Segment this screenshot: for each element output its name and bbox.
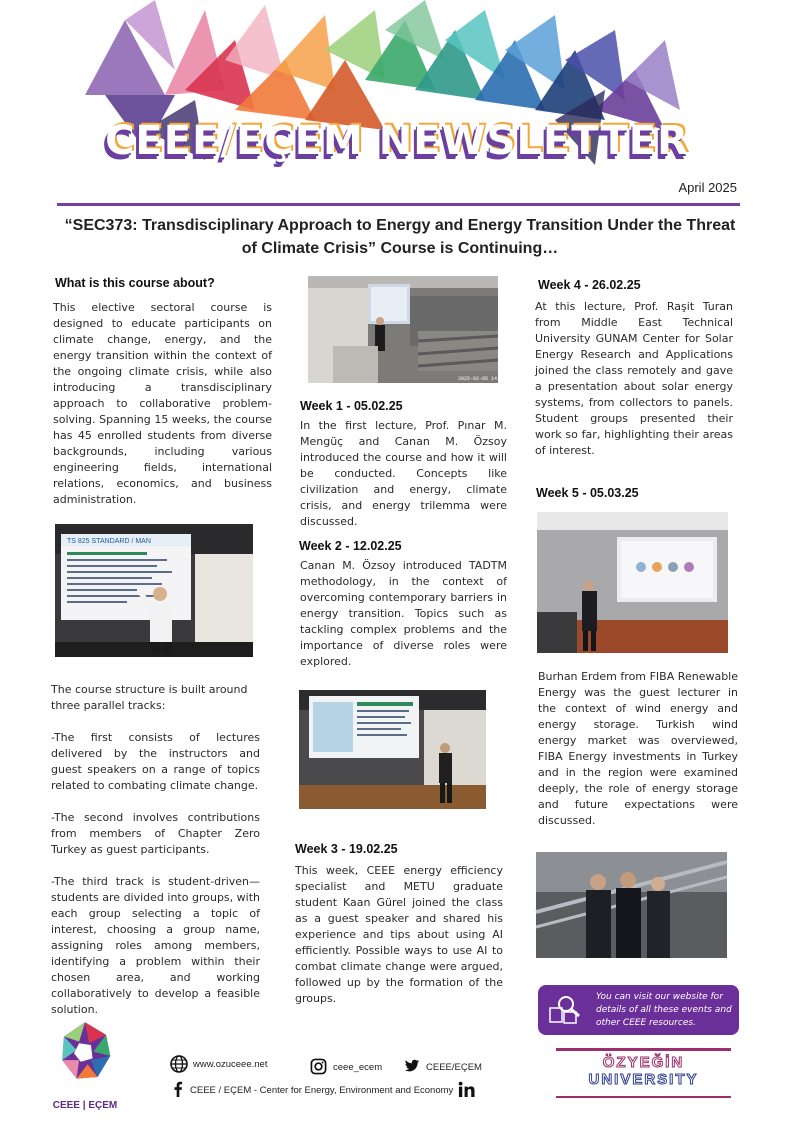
magnifier-documents-icon bbox=[548, 994, 582, 1026]
lecture-photo-slide bbox=[55, 524, 253, 657]
track-two-text: -The second involves contributions from members of Chapter Zero Turkey as guest participants. bbox=[51, 811, 260, 856]
footer-twitter-link[interactable] bbox=[403, 1058, 482, 1076]
week2-heading: Week 2 - 12.02.25 bbox=[299, 539, 402, 553]
week1-text: In the first lecture, Prof. Pınar M. Mengüç and Canan M. Özsoy introduced the course and how it will be conducted. Concepts like civilization and energy, climate crisis, and energy trilemma were discussed. bbox=[300, 419, 507, 528]
week3-text: This week, CEEE energy efficiency specialist and METU graduate student Kaan Gürel joined the class as a guest speaker and shared his experience and tips about using AI efficiently. Possible ways to use AI to combat climate change were argued, followed up by the formation of the groups. bbox=[295, 864, 503, 1005]
track-one-text: -The first consists of lectures delivered by the instructors and guest speakers on a range of topics related to combating climate change. bbox=[51, 731, 260, 792]
footer-website-link[interactable] bbox=[170, 1055, 267, 1073]
instagram-icon bbox=[310, 1058, 328, 1076]
university-name-line1: ÖZYEĞİN bbox=[602, 1054, 685, 1071]
footer-instagram-text: ceee_ecem bbox=[333, 1061, 383, 1073]
week2-text: Canan M. Özsoy introduced TADTM methodology, in the context of overcoming contemporary barriers in energy transition. Topics such as tackling complex problems and the importance of diverse roles were explored. bbox=[300, 559, 507, 668]
group-photo bbox=[536, 852, 727, 958]
footer-instagram-link[interactable] bbox=[310, 1058, 382, 1076]
week1-heading: Week 1 - 05.02.25 bbox=[300, 399, 403, 413]
issue-date: April 2025 bbox=[678, 180, 737, 195]
about-heading: What is this course about? bbox=[55, 276, 215, 290]
week5-heading: Week 5 - 05.03.25 bbox=[536, 486, 639, 500]
footer-website-text: www.ozuceee.net bbox=[193, 1058, 268, 1070]
week2-lecture-photo bbox=[299, 690, 486, 809]
ceee-logo-text: CEEE | EÇEM bbox=[52, 1100, 118, 1111]
header-divider bbox=[57, 203, 740, 206]
track-three-text: -The third track is student-driven—students are divided into groups, with each group selecting a topic of interest, choosing a group name, assigning roles among members, identifying a problem within their chosen area, and working collaboratively to develop a feasible solution. bbox=[51, 875, 260, 1016]
slide-title-text: TS 825 STANDARD / MAN bbox=[67, 538, 151, 545]
newsletter-title: CEEE/EÇEM NEWSLETTER bbox=[105, 118, 689, 164]
week3-heading: Week 3 - 19.02.25 bbox=[295, 842, 398, 856]
globe-icon bbox=[170, 1055, 188, 1073]
website-info-box[interactable] bbox=[538, 985, 739, 1035]
about-text: This elective sectoral course is designed to educate participants on climate change, energy, and the energy transition within the context of the ongoing climate crisis, while also introducing a transdisciplinary approach to collaborative problem-solving. Spanning 15 weeks, the course has 45 enrolled students from diverse backgrounds, including various engineering fields, international relations, economics, and business administration. bbox=[53, 301, 272, 506]
article-headline: “SEC373: Transdisciplinary Approach to Energy and Energy Transition Under the Threat of Climate Crisis” Course is Continuing… bbox=[64, 217, 736, 257]
logo-rule-top bbox=[556, 1048, 731, 1051]
logo-rule-bottom bbox=[556, 1096, 731, 1098]
week4-text: At this lecture, Prof. Raşit Turan from Middle East Technical University GUNAM Center for Solar Energy Research and Applications joined the class remotely and gave a presentation about solar energy systems, from collectors to panels. Student groups presented their work so far, highlighting their areas of interest. bbox=[535, 300, 733, 457]
week5-lecture-photo bbox=[537, 512, 728, 653]
ozyegin-university-logo bbox=[556, 1045, 731, 1105]
structure-intro: The course structure is built around three parallel tracks: bbox=[51, 683, 248, 712]
twitter-bird-icon bbox=[403, 1058, 421, 1076]
photo-timestamp: 2025-02-05 14:12:07 bbox=[458, 376, 516, 382]
footer-facebook-link[interactable] bbox=[173, 1081, 476, 1099]
linkedin-icon[interactable] bbox=[458, 1081, 476, 1099]
ceee-logo bbox=[50, 1018, 120, 1113]
university-name-line2: UNIVERSITY bbox=[588, 1071, 699, 1088]
footer-facebook-text: CEEE / EÇEM - Center for Energy, Environment and Economy bbox=[190, 1084, 454, 1096]
week4-heading: Week 4 - 26.02.25 bbox=[538, 278, 641, 292]
website-info-text: You can visit our website for details of all these events and other CEEE resources. bbox=[596, 992, 732, 1028]
week1-lecture-photo bbox=[308, 276, 516, 383]
footer-twitter-text: CEEE/EÇEM bbox=[426, 1061, 482, 1073]
week5-text: Burhan Erdem from FIBA Renewable Energy was the guest lecturer in the context of wind energy and energy storage. Turkish wind energy market was overviewed, FIBA Energy investments in Turkey and in the region were examined deeply, the role of energy storage and future expectations were discussed. bbox=[538, 670, 738, 827]
facebook-icon bbox=[173, 1081, 185, 1099]
